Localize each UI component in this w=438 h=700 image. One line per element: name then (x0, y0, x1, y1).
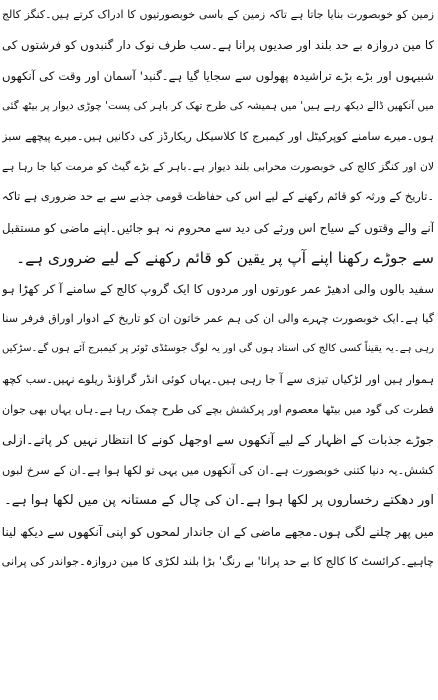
text-line: رہی ہے۔یہ یقیناً کسی کالج کی استاد ہوں گی اور یہ لوگ جوسٹڈی ٹوئر پر کیمبرج آئے ہوں گے۔سڑکیں (2, 343, 434, 355)
text-line: ہموار ہیں اور لڑکیاں تیزی سے آ جا رہی ہیں۔یہاں کوئی انڈر گراؤنڈ ریلوے نہیں۔سب کچھ (2, 372, 434, 386)
text-line: جوڑے جذبات کے اظہار کے لیے آنکھوں سے اوجھل کونے کا انتظار نہیں کر پاتے۔ازلی (2, 432, 434, 448)
text-line: کشش۔یہ دنیا کتنی خوبصورت ہے۔ان کی آنکھوں میں یہی تو لکھا ہوا ہے۔ان کے سرخ لبوں (2, 463, 434, 477)
text-line: کا مین دروازہ بے حد بلند اور صدیوں پرانا ہے۔سب طرف نوک دار گنبدوں کو فرشتوں کی (2, 38, 434, 53)
text-line: میں آنکھیں ڈالے دیکھ رہے ہیں' میں ہمیشہ کی طرح تھک کر باہر کی پست' چوڑی دیوار پر بیٹھ گئی (2, 100, 434, 113)
paragraph-3 (2, 517, 434, 578)
text-line: شبیہوں اور بڑے بڑے تراشیدہ پھولوں سے سجایا گیا ہے۔گنبد' آسمان اور وقت کی آنکھوں (2, 68, 434, 83)
text-line: ۔تاریخ کے ورثہ کو قائم رکھنے کے لیے اس کی حفاظت قومی جذبے سے بے حد ضروری ہے تاکہ (2, 190, 434, 204)
text-line: میں پھر چلنے لگی ہوں۔مجھے ماضی کے ان جاندار لمحوں کو اپنی آنکھوں سے دیکھ لینا (2, 524, 434, 539)
text-line: فطرت کی گود میں بیٹھا معصوم اور پرکشش بچے کی طرح چمک رہا ہے۔ہاں یہاں بھی جوان (2, 403, 434, 417)
text-line: گیا ہے۔ایک خوبصورت چہرے والی ان کی ہم عمر خاتون ان کو تاریخ کے ادوار اوراق فرفر سنا (2, 311, 434, 325)
paragraph-1 (2, 0, 434, 274)
text-line: چاہیے۔کرائسٹ کا کالج کا بے حد پرانا' بے رنگ' بڑا بلند لکڑی کا مین دروازہ۔جواندر کی پرانی (2, 555, 434, 569)
paragraph-2 (2, 274, 434, 517)
text-line: سے جوڑے رکھنا اپنے آپ پر یقین کو قائم رکھنے کے لیے ضروری ہے۔ (16, 249, 434, 268)
text-line: ہوں۔میرے سامنے کوپرکیٹل اور کیمبرج کا کلاسیکل ریکارڈز کی دکانیں ہیں۔میرے پیچھے سبز (2, 129, 434, 143)
text-line: لان اور کنگز کالج کی خوبصورت محرابی بلند دیوار ہے۔باہر کے بڑے گیٹ کو مرمت کیا جا رہا ہے (2, 159, 434, 173)
text-line: آنے والے وقتوں کے سیاح اس ورثے کی دید سے محروم نہ ہو جائیں۔اپنے ماضی کو مستقبل (2, 220, 434, 235)
text-line: اور دھکتے رخساروں پر لکھا ہوا ہے۔ان کی چال کے مستانہ پن میں لکھا ہوا ہے۔ (4, 493, 434, 509)
text-line: زمین کو خوبصورت بنایا جاتا ہے تاکہ زمین کے باسی خوبصورتیوں کا ادراک کرتے ہیں۔کنگز کالج (2, 8, 434, 21)
text-line: سفید بالوں والی ادھیڑ عمر عورتوں اور مردوں کا ایک گروپ کالج کے سامنے آ کر کھڑا ہو (2, 281, 434, 296)
